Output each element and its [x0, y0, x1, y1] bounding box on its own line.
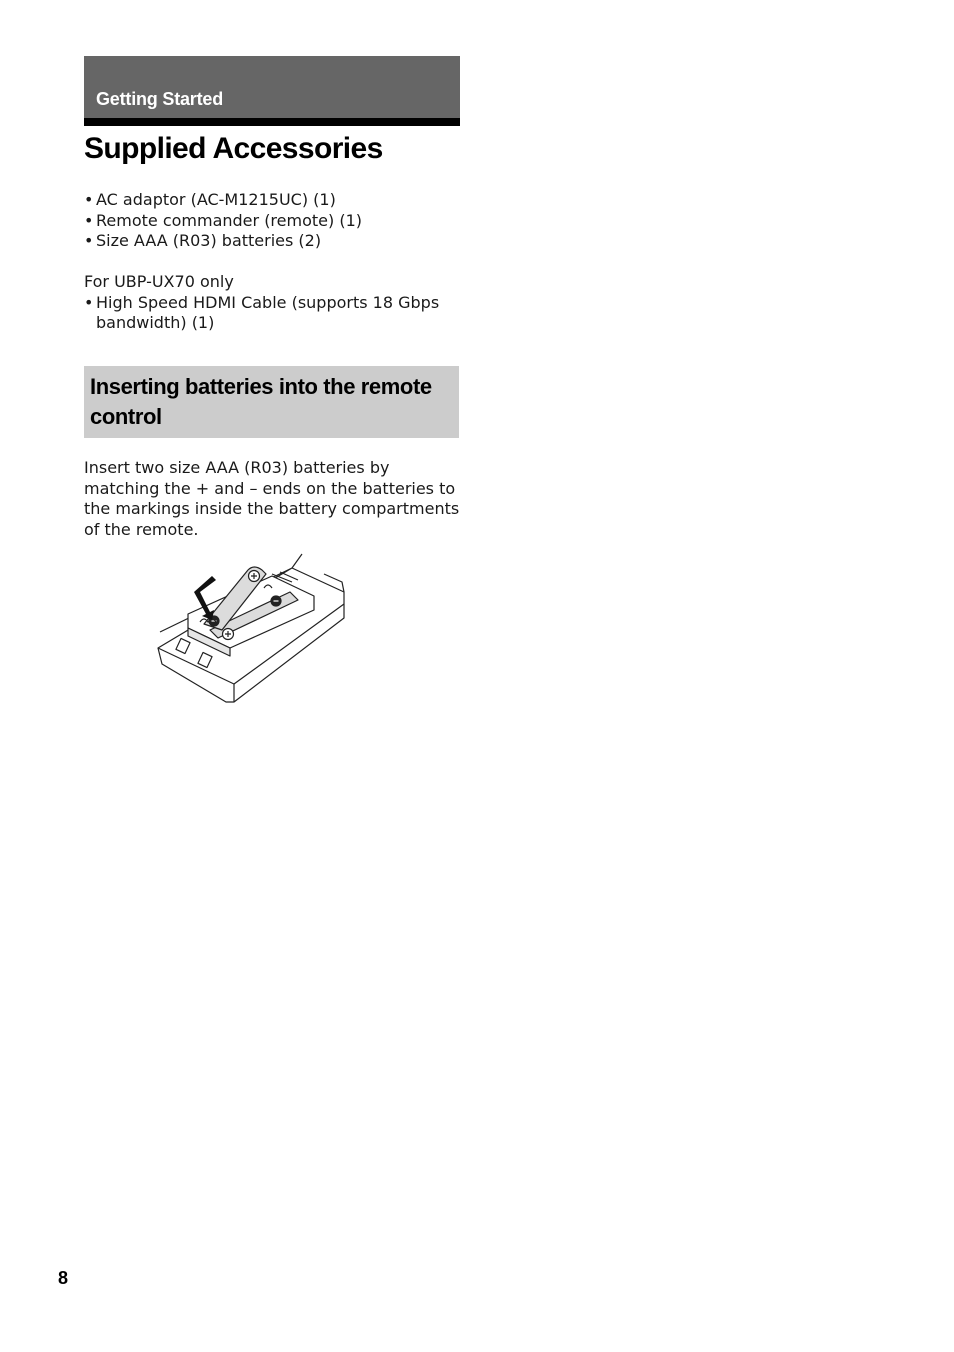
ux70-accessory-note	[84, 272, 464, 334]
accessory-list	[84, 190, 464, 252]
list-item: • AC adaptor (AC-M1215UC) (1)	[84, 190, 464, 211]
subsection-title: Inserting batteries into the remote control	[90, 374, 432, 429]
list-item: • Remote commander (remote) (1)	[84, 211, 464, 232]
battery-instruction: Insert two size AAA (R03) batteries by matching the + and – ends on the batteries to the markings inside the battery compartments of the remote.	[84, 458, 460, 539]
section-label: Getting Started	[96, 89, 224, 109]
page-title: Supplied Accessories	[84, 132, 383, 165]
section-header-bar	[84, 56, 460, 118]
section-divider	[84, 118, 460, 126]
ux70-intro: For UBP-UX70 only	[84, 272, 234, 291]
list-item: • High Speed HDMI Cable (supports 18 Gbps bandwidth) (1)	[84, 293, 464, 334]
remote-battery-insertion-icon	[152, 552, 348, 708]
page-number: 8	[58, 1268, 69, 1288]
list-item: • Size AAA (R03) batteries (2)	[84, 231, 464, 252]
ux70-list	[84, 293, 464, 334]
subsection-heading-box	[84, 366, 459, 438]
